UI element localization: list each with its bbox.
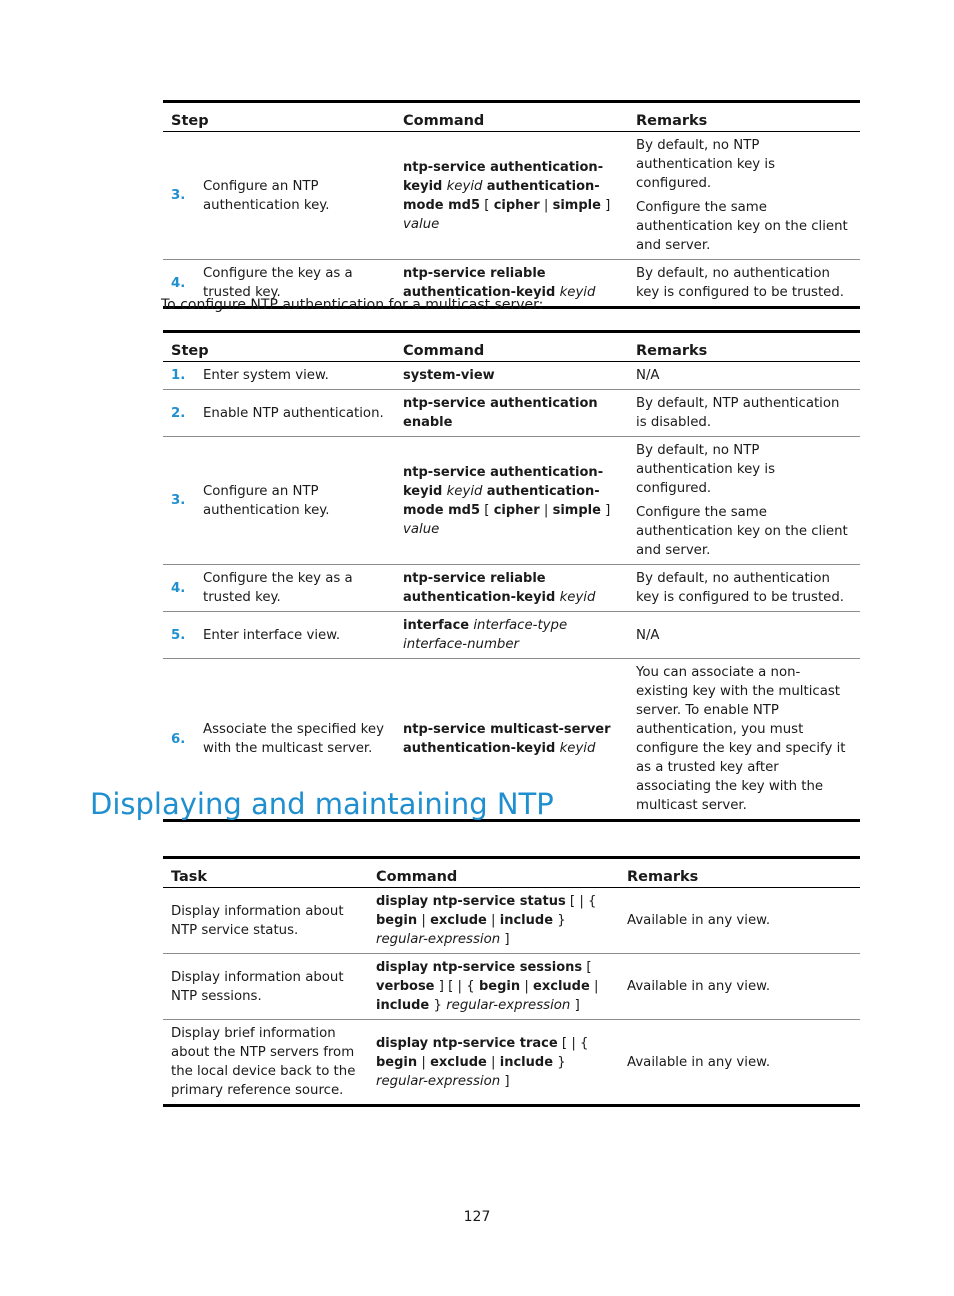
page-number: 127	[463, 1209, 491, 1225]
remarks-cell	[628, 362, 860, 390]
remarks-cell	[628, 659, 860, 821]
table-row	[163, 390, 860, 437]
step-number: 3.	[163, 437, 195, 565]
command-token: include	[499, 913, 554, 928]
section-heading: Displaying and maintaining NTP	[90, 787, 554, 821]
command-token: [	[582, 960, 592, 975]
header-step: Step	[163, 332, 395, 362]
command-token: ]	[570, 998, 580, 1013]
command-token: display ntp-service trace	[376, 1035, 558, 1051]
command-cell	[395, 437, 628, 565]
step-number: 4.	[163, 565, 195, 612]
command-token: |	[486, 913, 500, 928]
remarks-cell	[628, 437, 860, 565]
command-token: ntp-service authentication-keyid	[403, 464, 604, 499]
step-number: 4.	[163, 260, 195, 308]
header-command: Command	[395, 102, 628, 132]
command-token: keyid	[559, 741, 596, 756]
step-description: Enable NTP authentication.	[195, 390, 395, 437]
command-token: verbose	[376, 979, 435, 994]
step-number: 2.	[163, 390, 195, 437]
command-token: exclude	[430, 913, 487, 928]
remark-text: By default, no authentication key is configured to be trusted.	[636, 266, 845, 300]
command-token: include	[376, 998, 430, 1013]
remarks-cell	[628, 260, 860, 308]
command-token: |	[417, 1054, 431, 1070]
command-token: |	[589, 979, 599, 994]
command-token: [ | {	[557, 1035, 589, 1051]
command-cell	[395, 565, 628, 612]
command-token: keyid	[446, 178, 483, 194]
table-row	[163, 954, 860, 1020]
command-token: }	[553, 913, 566, 928]
remark-text: You can associate a non-existing key with the multicast server. To enable NTP authentication, you must configure the key and specify it as a trusted key after associating the key with the multicast server.	[636, 665, 846, 813]
command-token: regular-expression	[376, 1073, 501, 1089]
command-token: cipher	[493, 197, 540, 213]
remarks-cell	[619, 1020, 860, 1106]
command-token: |	[520, 979, 534, 994]
step-number: 3.	[171, 188, 186, 203]
command-cell	[368, 1020, 619, 1106]
command-token: authentication-mode md5	[403, 178, 600, 213]
command-token: begin	[376, 1054, 418, 1070]
command-token: regular-expression	[376, 932, 501, 947]
remarks-cell	[628, 565, 860, 612]
step-number: 5.	[163, 612, 195, 659]
step-description: Configure an NTP authentication key.	[195, 437, 395, 565]
remarks-cell	[628, 132, 860, 260]
remark-text: Available in any view.	[627, 1054, 771, 1070]
command-token: ]	[600, 502, 611, 518]
command-token: ]	[500, 932, 510, 947]
step-description: Enter system view.	[203, 368, 329, 383]
step-description: Configure an NTP authentication key.	[203, 178, 330, 213]
command-token: |	[539, 197, 553, 213]
remark-text: N/A	[636, 627, 660, 643]
header-command: Command	[368, 858, 619, 888]
command-cell	[395, 390, 628, 437]
command-token: cipher	[493, 502, 540, 518]
command-token: ]	[500, 1073, 510, 1089]
command-token: include	[499, 1054, 554, 1070]
command-token: display ntp-service sessions	[376, 960, 583, 975]
header-remarks: Remarks	[628, 332, 860, 362]
command-token: begin	[376, 913, 418, 928]
command-token: [ | {	[565, 894, 597, 909]
table-header-row	[163, 102, 860, 132]
command-token: exclude	[533, 979, 590, 994]
step-description: Associate the specified key with the multicast server.	[195, 659, 395, 821]
header-command: Command	[395, 332, 628, 362]
remark-text: Available in any view.	[627, 913, 771, 928]
header-remarks: Remarks	[619, 858, 860, 888]
remarks-cell	[619, 888, 860, 954]
remark-text: Configure the same authentication key on the client and server.	[636, 505, 848, 558]
command-cell	[395, 362, 628, 390]
step-description: Enter interface view.	[195, 612, 395, 659]
table-header-row	[163, 332, 860, 362]
command-token: interface-type interface-number	[403, 618, 568, 652]
intro-text: To configure NTP authentication for a multicast server:	[161, 297, 544, 313]
remark-text: Available in any view.	[627, 979, 771, 994]
remark-text: By default, no NTP authentication key is configured.	[636, 138, 776, 191]
remarks-cell	[628, 612, 860, 659]
command-token: [	[480, 197, 494, 213]
remark-text: By default, no authentication key is configured to be trusted.	[636, 571, 845, 605]
multicast-auth-table	[163, 330, 860, 822]
table-row	[163, 888, 860, 954]
command-token: system-view	[403, 368, 495, 383]
command-token: ntp-service multicast-server authentication-keyid	[403, 722, 611, 756]
command-token: keyid	[559, 285, 596, 300]
command-token: simple	[552, 502, 601, 518]
command-cell	[368, 888, 619, 954]
command-token: [	[480, 502, 494, 518]
command-token: interface	[403, 618, 470, 633]
command-token: |	[417, 913, 431, 928]
command-token: }	[553, 1054, 566, 1070]
command-token: regular-expression	[446, 998, 571, 1013]
command-token: |	[539, 502, 553, 518]
step-description: Configure the key as a trusted key.	[195, 565, 395, 612]
task-description: Display information about NTP sessions.	[163, 954, 368, 1020]
step-number: 6.	[163, 659, 195, 821]
step-description: Configure the key as a trusted key.	[195, 260, 395, 308]
table-row	[163, 437, 860, 565]
command-token: ] [ | {	[434, 979, 479, 994]
task-description: Display information about NTP service status.	[171, 903, 344, 938]
command-token: ntp-service reliable authentication-keyid	[403, 266, 556, 300]
remark-text: By default, no NTP authentication key is configured.	[636, 443, 776, 496]
command-cell	[368, 954, 619, 1020]
display-commands-table	[163, 856, 860, 1107]
command-cell	[395, 612, 628, 659]
step-number: 1.	[171, 368, 186, 383]
command-token: value	[403, 216, 440, 232]
command-token: keyid	[559, 590, 596, 605]
header-task: Task	[163, 858, 368, 888]
command-cell	[395, 132, 628, 260]
command-token: begin	[478, 979, 521, 994]
command-token: ntp-service authentication enable	[403, 396, 598, 430]
command-token: }	[429, 998, 447, 1013]
table-row	[163, 362, 860, 390]
auth-table-continued	[163, 100, 860, 309]
table-header-row	[163, 858, 860, 888]
remark-text: By default, NTP authentication is disabled.	[636, 396, 840, 430]
command-token: simple	[552, 197, 601, 213]
command-token: ntp-service reliable authentication-keyid	[403, 571, 556, 605]
header-remarks: Remarks	[628, 102, 860, 132]
table-row	[163, 565, 860, 612]
command-token: display ntp-service status	[376, 894, 566, 909]
command-token: ntp-service authentication-keyid	[403, 159, 604, 194]
table-row	[163, 1020, 860, 1106]
command-token: exclude	[430, 1054, 487, 1070]
remarks-cell	[619, 954, 860, 1020]
task-description: Display brief information about the NTP servers from the local device back to the primary reference source.	[163, 1020, 368, 1106]
command-token: |	[486, 1054, 500, 1070]
command-token: value	[403, 521, 440, 537]
table-row	[163, 612, 860, 659]
command-token: authentication-mode md5	[403, 483, 600, 518]
remarks-cell	[628, 390, 860, 437]
remark-text: Configure the same authentication key on the client and server.	[636, 200, 848, 253]
remark-text: N/A	[636, 368, 660, 383]
command-token: ]	[600, 197, 611, 213]
command-token: keyid	[446, 483, 483, 499]
table-row	[163, 132, 860, 260]
header-step: Step	[163, 102, 395, 132]
